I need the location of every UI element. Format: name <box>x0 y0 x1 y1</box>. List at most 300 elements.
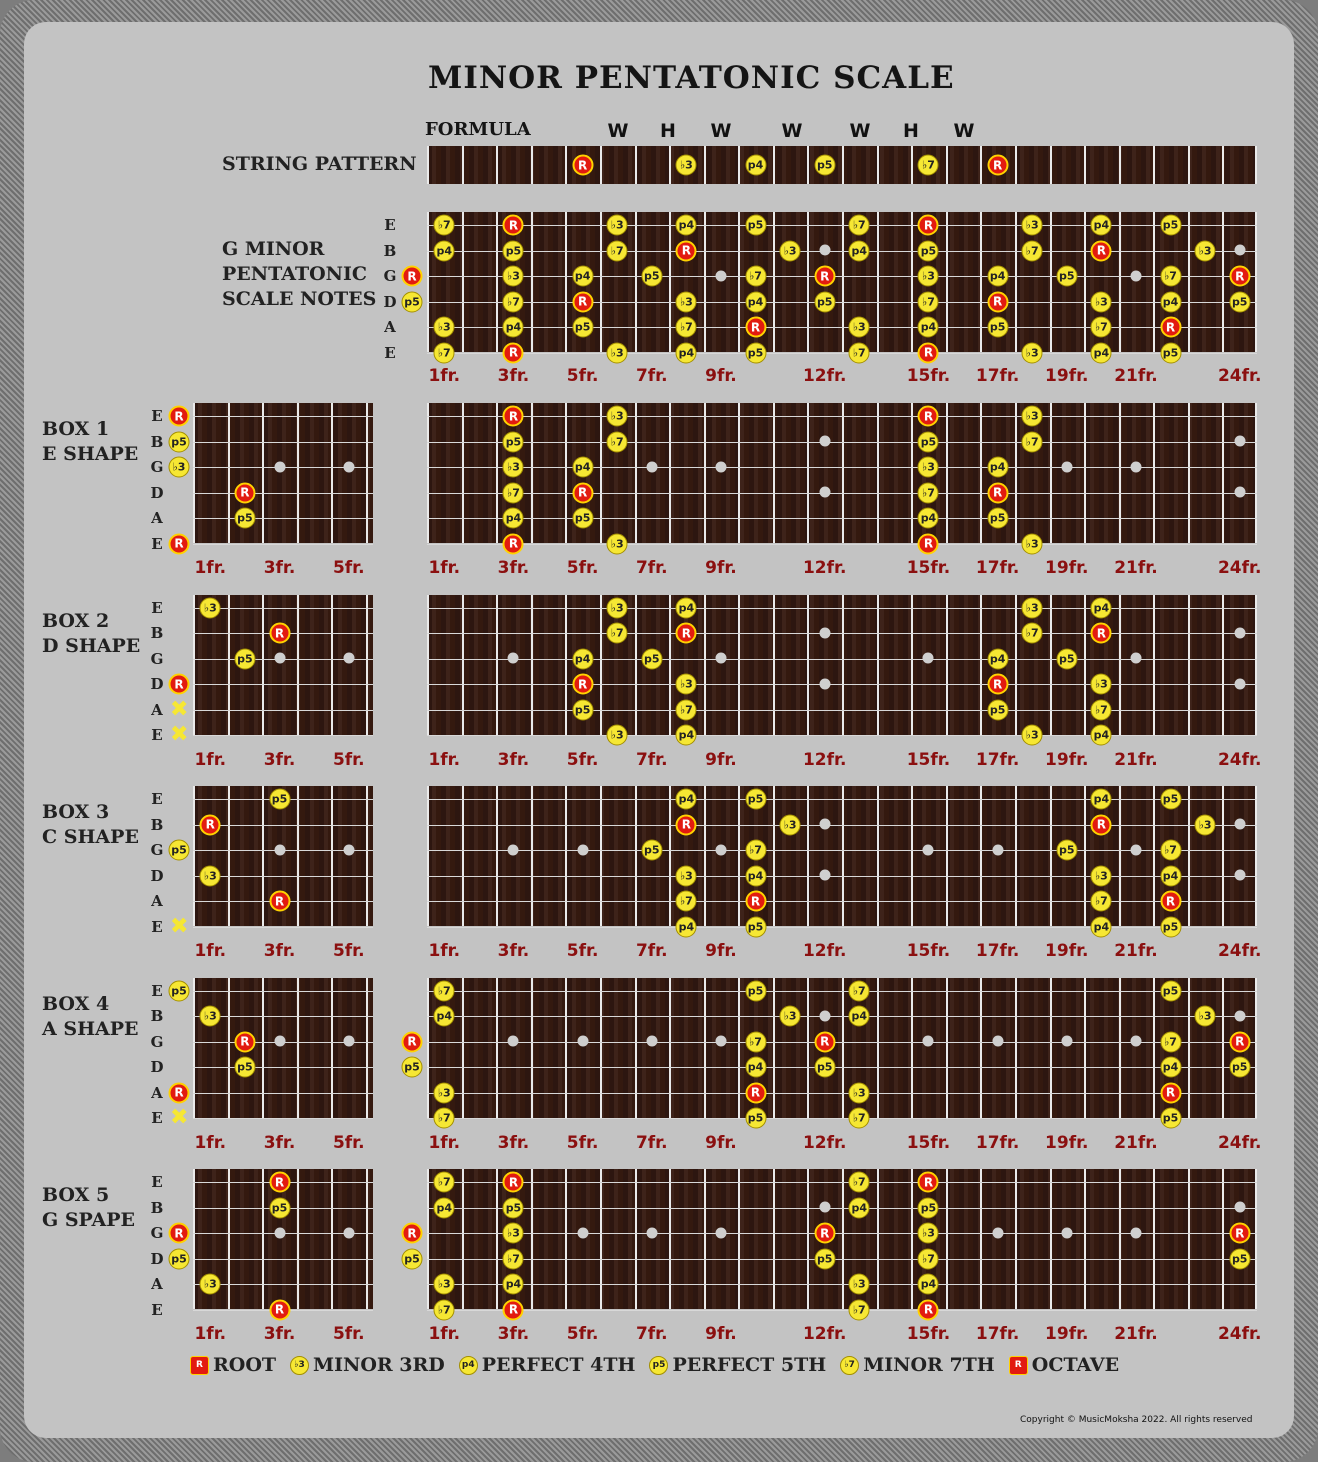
fret-label: 19fr. <box>1045 558 1089 578</box>
note-root: R <box>676 623 697 644</box>
fret-label: 24fr. <box>1217 558 1262 578</box>
box-label-line: BOX 3 <box>42 801 110 823</box>
string-line <box>427 518 1257 519</box>
string-name: G <box>150 1224 164 1242</box>
string-line <box>193 544 373 545</box>
string-name: G <box>150 649 164 668</box>
string-line <box>427 825 1257 826</box>
note-minor-third: ♭3 <box>503 266 524 287</box>
fret-wire <box>531 146 533 184</box>
fret-wire <box>946 212 948 352</box>
fret-label: 19fr. <box>1045 366 1089 386</box>
fret-wire <box>1153 212 1155 352</box>
fret-wire <box>565 595 567 735</box>
fret-inlay <box>923 844 934 855</box>
fret-wire <box>531 212 533 352</box>
fret-wire <box>1255 786 1257 926</box>
fret-inlay <box>923 653 934 664</box>
fret-wire <box>565 146 567 184</box>
note-minor-seventh: ♭7 <box>745 266 766 287</box>
fret-wire <box>877 1169 879 1309</box>
fret-label: 5fr. <box>332 1324 365 1344</box>
muted-string-icon: ✖ <box>170 696 189 722</box>
fret-label: 5fr. <box>332 558 365 578</box>
fret-label: 1fr. <box>194 1132 227 1153</box>
note-minor-seventh: ♭7 <box>1160 266 1181 287</box>
string-name: A <box>384 318 396 336</box>
string-name: B <box>150 1198 164 1217</box>
note-perfect-fifth: p5 <box>169 431 190 452</box>
note-root: R <box>1160 891 1181 912</box>
fret-wire <box>877 146 879 184</box>
string-line <box>427 735 1257 736</box>
fret-label: 15fr. <box>906 366 951 386</box>
note-perfect-fourth: p4 <box>503 317 524 338</box>
string-line <box>193 1067 373 1068</box>
note-root: R <box>234 482 255 503</box>
note-minor-seventh: ♭7 <box>1022 431 1043 452</box>
fret-wire <box>704 595 706 735</box>
fret-inlay <box>715 844 726 855</box>
fret-wire <box>462 786 464 926</box>
fret-label: 9fr. <box>705 749 737 770</box>
fret-wire <box>635 212 637 352</box>
formula-step: W <box>849 120 871 142</box>
string-line <box>427 684 1257 685</box>
fret-label: 9fr. <box>705 941 737 961</box>
fret-wire <box>462 1169 464 1309</box>
note-perfect-fifth: p5 <box>641 266 662 287</box>
fret-label: 5fr. <box>566 366 599 386</box>
note-minor-seventh: ♭7 <box>1022 623 1043 644</box>
fret-wire <box>427 1169 429 1309</box>
note-root: R <box>918 1299 939 1320</box>
fret-wire <box>1188 978 1190 1118</box>
fret-wire <box>738 786 740 926</box>
fret-wire <box>877 212 879 352</box>
note-minor-seventh: ♭7 <box>918 482 939 503</box>
note-root: R <box>987 482 1008 503</box>
fret-wire <box>635 1169 637 1309</box>
string-line <box>193 493 373 494</box>
note-perfect-fourth: p4 <box>918 317 939 338</box>
fret-label: 3fr. <box>263 558 296 578</box>
fret-label: 1fr. <box>428 1132 461 1153</box>
fret-wire <box>331 978 333 1118</box>
fret-label: 17fr. <box>975 941 1020 961</box>
fret-wire <box>600 595 602 735</box>
fret-wire <box>565 212 567 352</box>
note-perfect-fifth: p5 <box>745 789 766 810</box>
string-name: E <box>151 790 163 808</box>
fret-wire <box>773 1169 775 1309</box>
string-line <box>427 1208 1257 1209</box>
fret-wire <box>1255 212 1257 352</box>
fret-wire <box>980 146 982 184</box>
fret-wire <box>807 595 809 735</box>
note-minor-third: ♭3 <box>918 457 939 478</box>
note-minor-seventh: ♭7 <box>1160 840 1181 861</box>
legend-item <box>840 1354 995 1376</box>
fret-wire <box>331 403 333 543</box>
string-line <box>427 1259 1257 1260</box>
string-line <box>427 991 1257 992</box>
fret-wire <box>1188 212 1190 352</box>
fret-wire <box>565 786 567 926</box>
fret-wire <box>531 978 533 1118</box>
string-line <box>193 416 373 417</box>
note-root: R <box>1229 1031 1250 1052</box>
fret-wire <box>1222 786 1224 926</box>
note-minor-third: ♭3 <box>503 1223 524 1244</box>
string-line <box>427 1093 1257 1094</box>
string-name: B <box>150 1007 164 1025</box>
fret-label: 12fr. <box>802 1132 847 1153</box>
fret-inlay <box>508 844 519 855</box>
note-root: R <box>1160 317 1181 338</box>
string-line <box>193 1259 373 1260</box>
fret-inlay <box>992 1227 1003 1238</box>
note-perfect-fifth: p5 <box>918 240 939 261</box>
note-perfect-fourth: p4 <box>745 155 766 176</box>
note-root: R <box>676 240 697 261</box>
fret-label: 17fr. <box>975 749 1020 770</box>
fret-wire <box>228 403 230 543</box>
fret-inlay <box>343 653 354 664</box>
string-name: B <box>383 241 397 260</box>
note-minor-seventh: ♭7 <box>849 215 870 236</box>
string-line <box>427 416 1257 417</box>
fret-label: 21fr. <box>1114 558 1158 578</box>
note-perfect-fifth: p5 <box>402 1248 423 1269</box>
note-perfect-fourth: p4 <box>676 725 697 746</box>
muted-string-icon: ✖ <box>170 913 189 939</box>
fret-label: 17fr. <box>975 558 1020 578</box>
fret-wire <box>911 403 913 543</box>
fret-wire <box>738 978 740 1118</box>
string-name: B <box>150 432 164 451</box>
note-perfect-fourth: p4 <box>987 266 1008 287</box>
fret-inlay <box>715 461 726 472</box>
fret-wire <box>1015 978 1017 1118</box>
fret-wire <box>331 595 333 735</box>
fret-wire <box>1015 1169 1017 1309</box>
string-line <box>193 735 373 736</box>
note-root: R <box>503 1299 524 1320</box>
note-root: R <box>572 155 593 176</box>
note-perfect-fifth: p5 <box>1229 1057 1250 1078</box>
fret-wire <box>773 786 775 926</box>
fret-label: 15fr. <box>906 558 951 578</box>
box-label <box>42 1183 135 1233</box>
note-root: R <box>572 482 593 503</box>
fret-label: 1fr. <box>428 749 461 770</box>
fret-wire <box>738 595 740 735</box>
box-2-large-fretboard <box>427 595 1257 735</box>
fret-wire <box>807 212 809 352</box>
note-perfect-fourth: p4 <box>676 597 697 618</box>
fret-label: 7fr. <box>635 749 668 770</box>
fret-inlay <box>1061 1036 1072 1047</box>
note-root: R <box>169 1082 190 1103</box>
fret-inlay <box>819 819 830 830</box>
fret-wire <box>600 786 602 926</box>
note-minor-third: ♭3 <box>1195 1006 1216 1027</box>
fret-wire <box>1222 595 1224 735</box>
fret-label: 9fr. <box>705 1132 737 1153</box>
legend-item <box>190 1354 276 1376</box>
fret-wire <box>600 212 602 352</box>
note-perfect-fifth: p5 <box>1160 789 1181 810</box>
box-label-line: C SHAPE <box>42 826 139 848</box>
note-root: R <box>918 533 939 554</box>
fret-inlay <box>819 487 830 498</box>
fret-inlay <box>992 844 1003 855</box>
fret-wire <box>496 146 498 184</box>
note-minor-third: ♭3 <box>607 215 628 236</box>
note-perfect-fifth: p5 <box>987 699 1008 720</box>
fret-label: 17fr. <box>975 1324 1020 1344</box>
string-name: E <box>151 534 163 553</box>
fret-label: 21fr. <box>1114 941 1158 961</box>
note-perfect-fourth: p4 <box>676 916 697 937</box>
string-line <box>193 710 373 711</box>
fret-inlay <box>274 461 285 472</box>
note-root: R <box>169 533 190 554</box>
fret-wire <box>1255 403 1257 543</box>
fret-wire <box>807 146 809 184</box>
fret-inlay <box>1130 653 1141 664</box>
fret-inlay <box>1234 1202 1245 1213</box>
string-name: A <box>151 1275 163 1293</box>
box-1-small-fretboard <box>193 403 373 543</box>
scale-notes-label-line: SCALE NOTES <box>222 288 377 310</box>
string-name: A <box>151 700 163 719</box>
string-name: E <box>151 598 163 617</box>
fret-wire <box>366 786 368 926</box>
note-perfect-fourth: p4 <box>918 1274 939 1295</box>
note-minor-third: ♭3 <box>607 725 628 746</box>
fret-wire <box>228 978 230 1118</box>
fret-label: 1fr. <box>428 1324 461 1344</box>
fret-inlay <box>1234 627 1245 638</box>
fret-label: 21fr. <box>1114 366 1158 386</box>
note-root: R <box>572 291 593 312</box>
note-perfect-fifth: p5 <box>745 916 766 937</box>
note-minor-seventh: ♭7 <box>434 1299 455 1320</box>
fret-wire <box>1188 786 1190 926</box>
string-name: E <box>384 343 396 362</box>
note-perfect-fifth: p5 <box>234 508 255 529</box>
note-perfect-fourth: p4 <box>849 1006 870 1027</box>
string-name: G <box>150 841 164 859</box>
string-name: E <box>151 407 163 425</box>
string-line <box>427 901 1257 902</box>
box-label-line: D SHAPE <box>42 634 141 657</box>
note-root: R <box>918 406 939 427</box>
fret-wire <box>807 403 809 543</box>
string-name: E <box>151 726 163 744</box>
fret-inlay <box>715 653 726 664</box>
fret-label: 7fr. <box>635 558 668 578</box>
fret-wire <box>704 978 706 1118</box>
fret-inlay <box>715 270 726 281</box>
fret-wire <box>1050 978 1052 1118</box>
note-minor-seventh: ♭7 <box>1091 891 1112 912</box>
string-name: E <box>151 981 163 1000</box>
note-minor-third: ♭3 <box>503 457 524 478</box>
note-minor-seventh: ♭7 <box>849 1172 870 1193</box>
note-perfect-fifth: p5 <box>641 648 662 669</box>
formula-step: W <box>781 120 803 142</box>
note-root: R <box>169 674 190 695</box>
box-label <box>42 609 140 659</box>
note-perfect-fifth: p5 <box>503 431 524 452</box>
note-root: R <box>503 406 524 427</box>
fret-wire <box>773 403 775 543</box>
formula-label: FORMULA <box>425 119 531 140</box>
note-perfect-fifth: p5 <box>1160 1108 1181 1129</box>
fret-wire <box>1153 146 1155 184</box>
string-name: D <box>383 292 397 311</box>
fret-wire <box>297 595 299 735</box>
fret-inlay <box>1234 245 1245 256</box>
note-root: R <box>169 406 190 427</box>
fret-wire <box>635 595 637 735</box>
fret-inlay <box>646 1036 657 1047</box>
fret-label: 24fr. <box>1217 1324 1262 1344</box>
scale-notes-fretboard <box>427 212 1257 352</box>
fret-wire <box>1015 786 1017 926</box>
fret-wire <box>635 978 637 1118</box>
note-root: R <box>745 1082 766 1103</box>
fret-label: 12fr. <box>802 558 847 578</box>
legend-item <box>1009 1354 1119 1376</box>
fret-inlay <box>577 1036 588 1047</box>
string-name: E <box>151 1173 163 1191</box>
fret-label: 19fr. <box>1045 1132 1089 1153</box>
note-root: R <box>269 623 290 644</box>
legend-swatch-root: R <box>190 1356 209 1375</box>
fret-wire <box>946 595 948 735</box>
fret-wire <box>635 146 637 184</box>
box-label-line: G SPAPE <box>42 1209 135 1231</box>
scale-notes-label-line: G MINOR <box>222 238 325 260</box>
fret-wire <box>1153 1169 1155 1309</box>
note-root: R <box>269 1299 290 1320</box>
fret-wire <box>669 1169 671 1309</box>
note-root: R <box>918 342 939 363</box>
box-2-small-fretboard <box>193 595 373 735</box>
fret-wire <box>462 212 464 352</box>
string-name: E <box>151 1109 163 1127</box>
note-minor-third: ♭3 <box>1091 291 1112 312</box>
fret-wire <box>427 212 429 352</box>
note-minor-third: ♭3 <box>1195 240 1216 261</box>
note-root: R <box>814 1223 835 1244</box>
string-line <box>427 608 1257 609</box>
fret-wire <box>704 212 706 352</box>
string-line <box>193 927 373 928</box>
string-pattern-label: STRING PATTERN <box>222 153 417 175</box>
fret-wire <box>297 978 299 1118</box>
note-perfect-fifth: p5 <box>745 215 766 236</box>
note-root: R <box>987 674 1008 695</box>
copyright-text: Copyright © MusicMoksha 2022. All rights reserved <box>1020 1415 1253 1425</box>
box-3-large-fretboard <box>427 786 1257 926</box>
fret-label: 12fr. <box>802 749 847 770</box>
fret-wire <box>1188 146 1190 184</box>
note-minor-third: ♭3 <box>1022 597 1043 618</box>
fret-label: 7fr. <box>635 941 668 961</box>
note-root: R <box>402 266 423 287</box>
fret-wire <box>1153 403 1155 543</box>
note-perfect-fourth: p4 <box>572 457 593 478</box>
note-perfect-fifth: p5 <box>814 155 835 176</box>
fret-inlay <box>1234 487 1245 498</box>
string-line <box>427 353 1257 354</box>
fret-wire <box>704 1169 706 1309</box>
fret-label: 21fr. <box>1114 1324 1158 1344</box>
note-minor-third: ♭3 <box>200 1006 221 1027</box>
legend-swatch-minor-third: ♭3 <box>290 1356 309 1375</box>
string-line <box>193 1093 373 1094</box>
note-minor-third: ♭3 <box>780 1006 801 1027</box>
fret-inlay <box>646 1227 657 1238</box>
fret-label: 15fr. <box>906 749 951 770</box>
string-line <box>427 544 1257 545</box>
formula-step: W <box>710 120 732 142</box>
fret-wire <box>842 146 844 184</box>
fret-label: 24fr. <box>1217 1132 1262 1153</box>
fret-label: 7fr. <box>635 366 668 386</box>
string-name: E <box>151 1300 163 1319</box>
string-line <box>427 225 1257 226</box>
fret-inlay <box>819 1010 830 1021</box>
note-perfect-fifth: p5 <box>1229 291 1250 312</box>
fret-wire <box>669 595 671 735</box>
note-root: R <box>503 1172 524 1193</box>
fret-label: 5fr. <box>332 749 365 770</box>
note-perfect-fourth: p4 <box>1160 865 1181 886</box>
string-line <box>427 493 1257 494</box>
fret-wire <box>366 595 368 735</box>
note-minor-seventh: ♭7 <box>434 1172 455 1193</box>
note-minor-third: ♭3 <box>780 240 801 261</box>
fret-wire <box>946 786 948 926</box>
note-perfect-fourth: p4 <box>918 508 939 529</box>
fret-wire <box>331 1169 333 1309</box>
note-minor-third: ♭3 <box>1022 406 1043 427</box>
formula-step: H <box>660 120 676 142</box>
note-root: R <box>402 1223 423 1244</box>
note-perfect-fifth: p5 <box>918 431 939 452</box>
note-minor-third: ♭3 <box>849 1274 870 1295</box>
fret-wire <box>980 212 982 352</box>
string-line <box>427 302 1257 303</box>
fret-wire <box>1084 595 1086 735</box>
fret-inlay <box>819 870 830 881</box>
note-minor-third: ♭3 <box>1022 533 1043 554</box>
string-line <box>427 710 1257 711</box>
fret-inlay <box>1130 270 1141 281</box>
note-perfect-fifth: p5 <box>814 1248 835 1269</box>
note-perfect-fifth: p5 <box>402 1057 423 1078</box>
fret-wire <box>366 978 368 1118</box>
note-root: R <box>234 1031 255 1052</box>
fret-inlay <box>819 678 830 689</box>
fret-inlay <box>715 1227 726 1238</box>
